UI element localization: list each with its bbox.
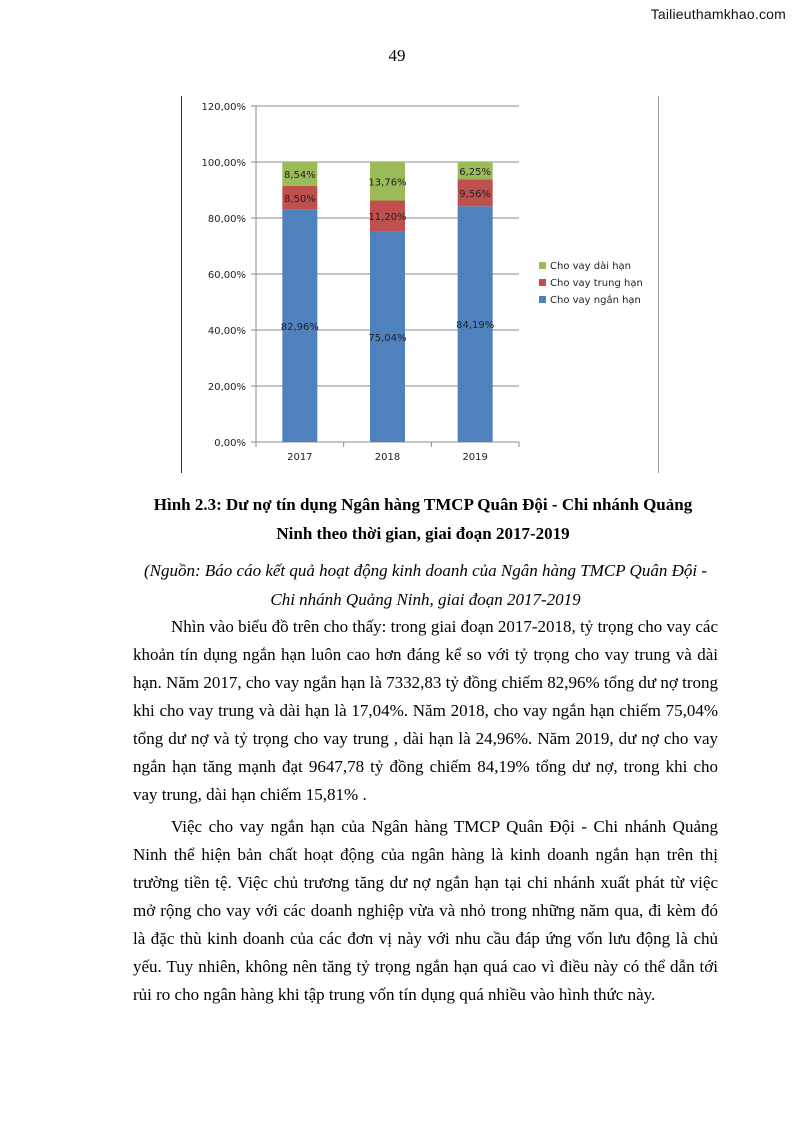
- body-text: [133, 613, 718, 1013]
- x-tick-label: 2019: [462, 452, 488, 463]
- y-tick-label: 20,00%: [207, 382, 246, 393]
- source-line-1: (Nguồn: Báo cáo kết quả hoạt động kinh doanh của Ngân hàng TMCP Quân Đội -: [143, 561, 707, 580]
- legend-label: Cho vay ngắn hạn: [550, 295, 641, 306]
- data-label: 11,20%: [368, 212, 407, 224]
- y-tick-label: 80,00%: [207, 214, 246, 225]
- stacked-bar-chart: [181, 96, 659, 473]
- figure-caption: [133, 490, 713, 548]
- data-label: 8,54%: [283, 169, 316, 181]
- caption-line-2: Ninh theo thời gian, giai đoạn 2017-2019: [276, 524, 570, 543]
- page-number: 49: [388, 46, 406, 65]
- legend-swatch: [539, 262, 546, 269]
- chart-frame: [181, 96, 659, 473]
- source-line-2: Chi nhánh Quảng Ninh, giai đoạn 2017-2019: [270, 590, 581, 609]
- data-label: 9,56%: [459, 188, 492, 200]
- legend-swatch: [539, 279, 546, 286]
- data-label: 6,25%: [459, 166, 492, 178]
- data-label: 82,96%: [280, 321, 319, 333]
- watermark: Tailieuthamkhao.com: [650, 6, 786, 22]
- y-tick-label: 0,00%: [214, 438, 246, 449]
- x-tick-label: 2017: [287, 452, 313, 463]
- x-tick-label: 2018: [374, 452, 401, 463]
- y-tick-label: 120,00%: [201, 102, 246, 113]
- y-tick-label: 100,00%: [201, 158, 246, 169]
- y-tick-label: 40,00%: [207, 326, 246, 337]
- figure-source: [133, 556, 718, 614]
- paragraph: Việc cho vay ngắn hạn của Ngân hàng TMCP Quân Đội - Chi nhánh Quảng Ninh thể hiện bản chất hoạt động của ngân hàng là kinh doanh ngắn hạn trên thị trường tiền tệ. Việc chủ trương tăng dư nợ ngắn hạn tại chi nhánh xuất phát từ việc mở rộng cho vay với các doanh nghiệp vừa và nhỏ trong những năm qua, đi kèm đó là đặc thù kinh doanh của các đơn vị này với nhu cầu đáp ứng vốn lưu động là chủ yếu. Tuy nhiên, không nên tăng tỷ trọng ngắn hạn quá cao vì điều này có thể dẫn tới rủi ro cho ngân hàng khi tập trung vốn tín dụng quá nhiều vào hình thức này.: [133, 817, 718, 1004]
- data-label: 75,04%: [368, 332, 407, 344]
- y-tick-label: 60,00%: [207, 270, 246, 281]
- data-label: 8,50%: [283, 193, 316, 205]
- paragraph: Nhìn vào biểu đồ trên cho thấy: trong giai đoạn 2017-2018, tỷ trọng cho vay các khoản tín dụng ngắn hạn luôn cao hơn đáng kể so với tỷ trọng cho vay trung và dài hạn. Năm 2017, cho vay ngắn hạn là 7332,83 tỷ đồng chiếm 82,96% tổng dư nợ trong khi cho vay trung và dài hạn là 17,04%. Năm 2018, cho vay ngắn hạn chiếm 75,04% tổng dư nợ và tỷ trọng cho vay trung , dài hạn là 24,96%. Năm 2019, dư nợ cho vay ngắn hạn tăng mạnh đạt 9647,78 tỷ đồng chiếm 84,19% tổng dư nợ, trong khi cho vay trung, dài hạn chiếm 15,81% .: [133, 617, 718, 804]
- legend-label: Cho vay trung hạn: [550, 278, 643, 289]
- data-label: 13,76%: [368, 177, 407, 189]
- caption-line-1: Hình 2.3: Dư nợ tín dụng Ngân hàng TMCP Quân Đội - Chi nhánh Quảng: [153, 495, 693, 514]
- legend-swatch: [539, 296, 546, 303]
- legend-label: Cho vay dài hạn: [550, 261, 631, 272]
- data-label: 84,19%: [456, 320, 495, 332]
